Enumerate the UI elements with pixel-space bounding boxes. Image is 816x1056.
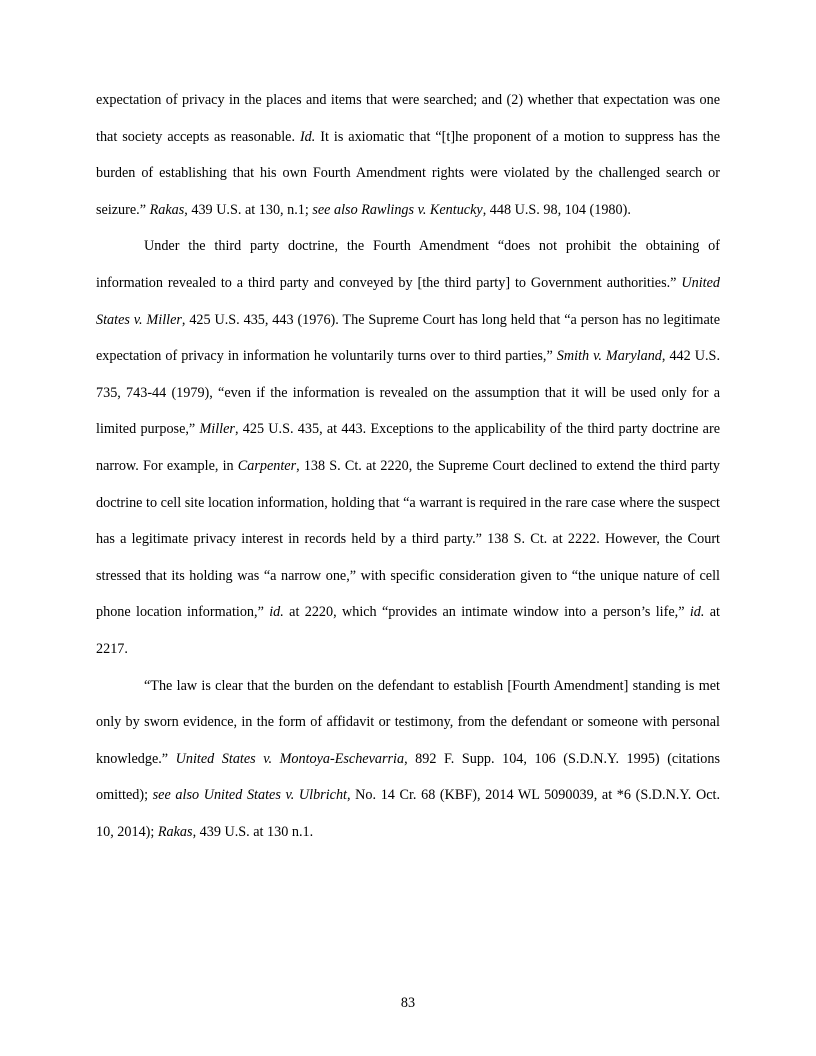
- text-run: , 892 F. Supp. 104, 106 (S.D.N.Y. 1995) (citations omitted);: [96, 750, 720, 804]
- text-run: , 439 U.S. at 130, n.1;: [184, 201, 313, 218]
- text-run: Under the third party doctrine, the Fourth Amendment “does not prohibit the obtaining of information revealed to a third party and conveyed by [the third party] to Government authorities.”: [96, 238, 720, 291]
- citation-italic-run: Id.: [299, 128, 316, 145]
- citation-italic-run: Rakas: [149, 201, 185, 218]
- text-run: , 442 U.S. 735, 743-44 (1979), “even if the information is revealed on the assumption that it will be used only for a limited purpose,”: [96, 348, 720, 438]
- text-run: at 2220, which “provides an intimate window into a person’s life,”: [283, 604, 690, 621]
- citation-italic-run: United States v. Montoya-Eschevarria: [175, 750, 405, 767]
- text-run: “The law is clear that the burden on the defendant to establish [Fourth Amendment] standing is met only by sworn evidence, in the form of affidavit or testimony, from the defendant or someone with personal knowledge.”: [96, 677, 720, 767]
- paragraph: [96, 668, 720, 851]
- text-run: , 138 S. Ct. at 2220, the Supreme Court declined to extend the third party doctrine to cell site location information, holding that “a warrant is required in the rare case where the suspect has a legitimate privacy interest in records held by a third party.” 138 S. Ct. at 2222. However, the Court stressed that its holding was “a narrow one,” with specific consideration given to “the unique nature of cell phone location information,”: [96, 457, 720, 621]
- citation-italic-run: Smith v. Maryland: [556, 348, 662, 365]
- citation-italic-run: Rakas: [157, 823, 193, 840]
- text-run: at 2217.: [96, 604, 720, 657]
- text-run: , 439 U.S. at 130 n.1.: [192, 823, 314, 840]
- text-run: , 425 U.S. 435, 443 (1976). The Supreme Court has long held that “a person has no legitimate expectation of privacy in information he voluntarily turns over to third parties,”: [96, 311, 720, 365]
- citation-italic-run: id.: [269, 604, 284, 621]
- text-run: , 448 U.S. 98, 104 (1980).: [482, 201, 631, 218]
- text-run: It is axiomatic that “[t]he proponent of a motion to suppress has the burden of establishing that his own Fourth Amendment rights were violated by the challenged search or seizure.”: [96, 128, 720, 218]
- document-body: [96, 82, 720, 850]
- citation-italic-run: United States v. Miller: [96, 274, 720, 328]
- citation-italic-run: id.: [689, 604, 705, 621]
- citation-italic-run: see also United States v. Ulbricht: [152, 787, 347, 804]
- citation-italic-run: see also Rawlings v. Kentucky: [312, 201, 483, 218]
- text-run: , No. 14 Cr. 68 (KBF), 2014 WL 5090039, at *6 (S.D.N.Y. Oct. 10, 2014);: [96, 787, 721, 840]
- citation-italic-run: Carpenter: [237, 457, 297, 474]
- text-run: , 425 U.S. 435, at 443. Exceptions to the applicability of the third party doctrine are narrow. For example, in: [96, 421, 720, 474]
- text-run: expectation of privacy in the places and items that were searched; and (2) whether that expectation was one that society accepts as reasonable.: [96, 92, 720, 145]
- paragraph: [96, 82, 720, 228]
- page-number: 83: [400, 995, 416, 1011]
- paragraph: [96, 228, 720, 667]
- citation-italic-run: Miller: [199, 421, 235, 438]
